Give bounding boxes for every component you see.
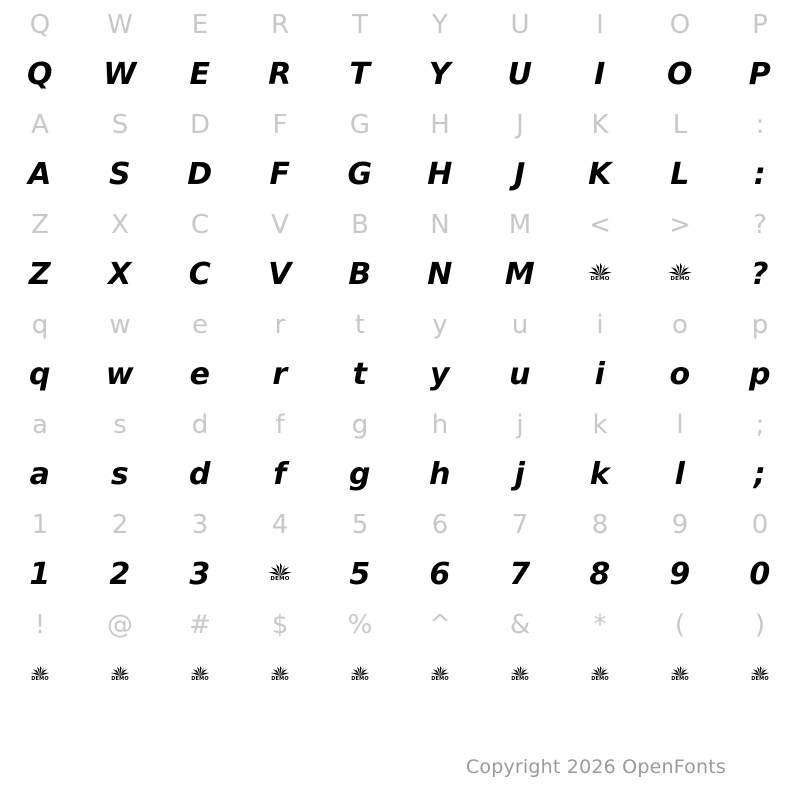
sample-row bbox=[0, 250, 800, 300]
copyright-notice: Copyright 2026 OpenFonts bbox=[465, 756, 726, 778]
glyph-cell: < bbox=[589, 210, 611, 240]
glyph-cell: t bbox=[352, 357, 368, 392]
glyph-cell: 1 bbox=[29, 557, 51, 592]
reference-row bbox=[0, 500, 800, 550]
glyph-cell: B bbox=[348, 257, 372, 292]
glyph-cell: W bbox=[107, 10, 133, 40]
glyph-cell: ? bbox=[753, 210, 767, 240]
demo-watermark-glyph bbox=[160, 660, 240, 690]
glyph-cell: M bbox=[504, 257, 536, 292]
glyph-cell: h bbox=[429, 457, 451, 492]
glyph-cell: & bbox=[509, 610, 531, 640]
demo-label: DEMO bbox=[351, 675, 369, 682]
glyph-cell: W bbox=[103, 57, 137, 92]
glyph-cell: r bbox=[272, 357, 288, 392]
glyph-cell: V bbox=[271, 210, 289, 240]
glyph-cell: # bbox=[189, 610, 211, 640]
glyph-cell: C bbox=[190, 210, 210, 240]
glyph-cell: N bbox=[430, 210, 450, 240]
demo-watermark-glyph bbox=[0, 660, 80, 690]
glyph-cell: I bbox=[594, 57, 606, 92]
glyph-cell: 8 bbox=[589, 557, 611, 592]
glyph-cell: Q bbox=[26, 57, 53, 92]
demo-label: DEMO bbox=[590, 275, 610, 282]
glyph-cell: T bbox=[352, 10, 368, 40]
glyph-cell: 9 bbox=[671, 510, 689, 540]
demo-burst-icon bbox=[667, 263, 693, 289]
glyph-cell: % bbox=[347, 610, 373, 640]
glyph-cell: H bbox=[427, 157, 453, 192]
glyph-cell: @ bbox=[107, 610, 133, 640]
demo-label: DEMO bbox=[511, 675, 529, 682]
glyph-cell: S bbox=[111, 110, 129, 140]
glyph-cell: X bbox=[108, 257, 132, 292]
demo-watermark-glyph bbox=[80, 660, 160, 690]
glyph-cell: 6 bbox=[429, 557, 451, 592]
glyph-cell: y bbox=[429, 357, 451, 392]
demo-label: DEMO bbox=[751, 675, 769, 682]
glyph-cell: s bbox=[110, 457, 130, 492]
glyph-cell: ? bbox=[751, 257, 769, 292]
glyph-cell: 3 bbox=[189, 557, 211, 592]
glyph-cell: o bbox=[669, 357, 691, 392]
glyph-cell: 7 bbox=[509, 557, 531, 592]
demo-burst-icon bbox=[750, 666, 770, 686]
glyph-cell: P bbox=[752, 10, 768, 40]
glyph-cell: h bbox=[431, 410, 449, 440]
glyph-cell: j bbox=[514, 457, 526, 492]
demo-watermark-glyph bbox=[240, 560, 320, 590]
sample-row bbox=[0, 450, 800, 500]
glyph-cell: Z bbox=[31, 210, 49, 240]
glyph-cell: K bbox=[588, 157, 612, 192]
glyph-cell: e bbox=[192, 310, 208, 340]
glyph-cell: O bbox=[669, 10, 691, 40]
demo-label: DEMO bbox=[271, 675, 289, 682]
demo-burst-icon bbox=[510, 666, 530, 686]
glyph-cell: y bbox=[432, 310, 448, 340]
sample-row bbox=[0, 350, 800, 400]
glyph-cell: j bbox=[516, 410, 524, 440]
glyph-cell: d bbox=[191, 410, 209, 440]
sample-row bbox=[0, 550, 800, 600]
glyph-cell: g bbox=[351, 410, 369, 440]
glyph-cell: I bbox=[596, 10, 604, 40]
glyph-cell: R bbox=[268, 57, 292, 92]
glyph-cell: G bbox=[349, 110, 371, 140]
glyph-cell: : bbox=[755, 110, 765, 140]
glyph-cell: ^ bbox=[429, 610, 451, 640]
sample-row bbox=[0, 150, 800, 200]
glyph-cell: T bbox=[349, 57, 371, 92]
glyph-cell: d bbox=[189, 457, 211, 492]
demo-burst-icon bbox=[350, 666, 370, 686]
glyph-cell: G bbox=[347, 157, 373, 192]
glyph-cell: C bbox=[188, 257, 212, 292]
glyph-cell: Z bbox=[28, 257, 52, 292]
glyph-cell: O bbox=[666, 57, 693, 92]
glyph-cell: p bbox=[751, 310, 769, 340]
glyph-cell: L bbox=[670, 157, 690, 192]
glyph-cell: J bbox=[516, 110, 524, 140]
glyph-cell: r bbox=[274, 310, 286, 340]
glyph-cell: w bbox=[109, 310, 131, 340]
demo-watermark-glyph bbox=[240, 660, 320, 690]
glyph-cell: a bbox=[29, 457, 51, 492]
glyph-cell: U bbox=[507, 57, 533, 92]
demo-burst-icon bbox=[30, 666, 50, 686]
demo-watermark-glyph bbox=[560, 660, 640, 690]
glyph-cell: L bbox=[672, 110, 688, 140]
glyph-cell: k bbox=[592, 410, 608, 440]
glyph-cell: B bbox=[351, 210, 369, 240]
glyph-cell: 9 bbox=[669, 557, 691, 592]
glyph-cell: E bbox=[191, 10, 209, 40]
reference-row bbox=[0, 300, 800, 350]
glyph-cell: l bbox=[674, 457, 686, 492]
glyph-cell: k bbox=[589, 457, 611, 492]
glyph-cell: 3 bbox=[191, 510, 209, 540]
reference-row bbox=[0, 0, 800, 50]
glyph-cell: A bbox=[31, 110, 49, 140]
glyph-cell: l bbox=[676, 410, 684, 440]
demo-burst-icon bbox=[267, 563, 293, 589]
glyph-cell: 0 bbox=[751, 510, 769, 540]
glyph-cell: ) bbox=[754, 610, 766, 640]
glyph-cell: 2 bbox=[109, 557, 131, 592]
glyph-cell: E bbox=[189, 57, 211, 92]
sample-row bbox=[0, 650, 800, 700]
glyph-cell: 1 bbox=[31, 510, 49, 540]
glyph-cell: A bbox=[28, 157, 52, 192]
glyph-cell: 7 bbox=[511, 510, 529, 540]
demo-watermark-glyph bbox=[720, 660, 800, 690]
glyph-cell: K bbox=[591, 110, 609, 140]
demo-burst-icon bbox=[670, 666, 690, 686]
glyph-cell: H bbox=[430, 110, 450, 140]
demo-watermark-glyph bbox=[640, 260, 720, 290]
glyph-cell: U bbox=[510, 10, 530, 40]
glyph-cell: 0 bbox=[749, 557, 771, 592]
glyph-cell: P bbox=[748, 57, 772, 92]
demo-burst-icon bbox=[590, 666, 610, 686]
demo-label: DEMO bbox=[191, 675, 209, 682]
demo-watermark-glyph bbox=[320, 660, 400, 690]
demo-burst-icon bbox=[430, 666, 450, 686]
glyph-cell: i bbox=[594, 357, 606, 392]
glyph-cell: ! bbox=[34, 610, 46, 640]
glyph-cell: f bbox=[275, 410, 285, 440]
glyph-cell: s bbox=[113, 410, 127, 440]
glyph-cell: * bbox=[593, 610, 607, 640]
glyph-cell: V bbox=[268, 257, 292, 292]
glyph-cell: R bbox=[270, 10, 290, 40]
demo-label: DEMO bbox=[31, 675, 49, 682]
demo-label: DEMO bbox=[670, 275, 690, 282]
glyph-cell: > bbox=[669, 210, 691, 240]
demo-burst-icon bbox=[190, 666, 210, 686]
glyph-cell: 8 bbox=[591, 510, 609, 540]
glyph-cell: f bbox=[273, 457, 287, 492]
glyph-cell: u bbox=[509, 357, 531, 392]
glyph-cell: X bbox=[111, 210, 129, 240]
glyph-cell: ; bbox=[753, 457, 767, 492]
glyph-cell: 4 bbox=[271, 510, 289, 540]
glyph-cell: S bbox=[108, 157, 132, 192]
glyph-cell: e bbox=[189, 357, 211, 392]
glyph-cell: ( bbox=[674, 610, 686, 640]
demo-burst-icon bbox=[587, 263, 613, 289]
reference-row bbox=[0, 200, 800, 250]
demo-watermark-glyph bbox=[400, 660, 480, 690]
demo-watermark-glyph bbox=[560, 260, 640, 290]
reference-row bbox=[0, 400, 800, 450]
demo-watermark-glyph bbox=[480, 660, 560, 690]
glyph-cell: p bbox=[749, 357, 771, 392]
glyph-cell: a bbox=[32, 410, 48, 440]
sample-row bbox=[0, 50, 800, 100]
glyph-cell: J bbox=[514, 157, 526, 192]
glyph-cell: D bbox=[189, 110, 211, 140]
demo-label: DEMO bbox=[591, 675, 609, 682]
glyph-cell: o bbox=[672, 310, 688, 340]
glyph-cell: F bbox=[269, 157, 291, 192]
glyph-cell: g bbox=[349, 457, 371, 492]
glyph-cell: M bbox=[508, 210, 532, 240]
demo-burst-icon bbox=[110, 666, 130, 686]
glyph-cell: D bbox=[187, 157, 213, 192]
glyph-cell: 6 bbox=[431, 510, 449, 540]
glyph-cell: 5 bbox=[351, 510, 369, 540]
glyph-cell: ; bbox=[755, 410, 765, 440]
reference-row bbox=[0, 600, 800, 650]
glyph-cell: $ bbox=[271, 610, 289, 640]
demo-burst-icon bbox=[270, 666, 290, 686]
glyph-cell: Q bbox=[29, 10, 51, 40]
glyph-cell: w bbox=[105, 357, 135, 392]
glyph-cell: 2 bbox=[111, 510, 129, 540]
glyph-cell: q bbox=[29, 357, 51, 392]
glyph-cell: Y bbox=[432, 10, 448, 40]
demo-watermark-glyph bbox=[640, 660, 720, 690]
demo-label: DEMO bbox=[431, 675, 449, 682]
glyph-cell: u bbox=[511, 310, 529, 340]
glyph-cell: Y bbox=[428, 57, 452, 92]
demo-label: DEMO bbox=[671, 675, 689, 682]
glyph-cell: N bbox=[427, 257, 453, 292]
glyph-cell: t bbox=[354, 310, 366, 340]
demo-label: DEMO bbox=[111, 675, 129, 682]
reference-row bbox=[0, 100, 800, 150]
demo-label: DEMO bbox=[270, 575, 290, 582]
glyph-cell: i bbox=[596, 310, 604, 340]
glyph-cell: 5 bbox=[349, 557, 371, 592]
glyph-cell: F bbox=[272, 110, 288, 140]
glyph-cell: : bbox=[753, 157, 767, 192]
glyph-cell: q bbox=[31, 310, 49, 340]
